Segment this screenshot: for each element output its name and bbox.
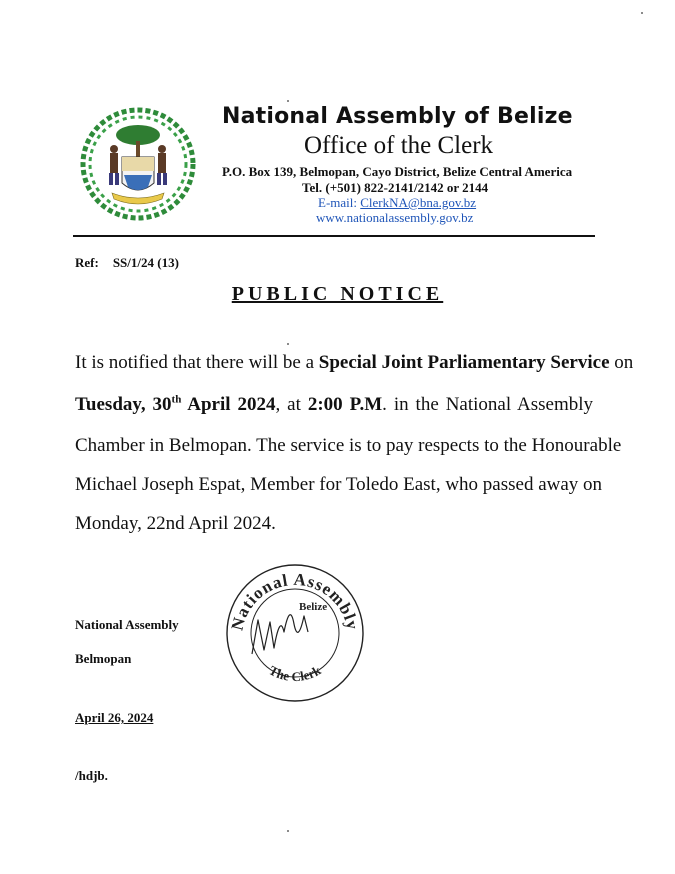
line2-mid: , at bbox=[275, 394, 308, 415]
signature-org: National Assembly bbox=[75, 617, 179, 632]
notice-title-text: PUBLIC NOTICE bbox=[231, 283, 444, 305]
stamp-bottom-text: The Clerk bbox=[266, 662, 324, 685]
signature-city: Belmopan bbox=[75, 651, 132, 666]
ref-label: Ref: bbox=[75, 255, 99, 270]
paragraph-line-2 bbox=[75, 394, 593, 416]
service-time: 2:00 P.M bbox=[307, 394, 383, 415]
postal-address: P.O. Box 139, Belmopan, Cayo District, Belize Central America bbox=[222, 164, 573, 179]
notice-title bbox=[0, 283, 675, 306]
scan-speck bbox=[641, 12, 643, 14]
line1-text: It is notified that there will be a bbox=[75, 352, 319, 373]
paragraph-line-4: Michael Joseph Espat, Member for Toledo East, who passed away on bbox=[75, 474, 603, 495]
clerk-stamp bbox=[224, 562, 366, 704]
notice-date: April 26, 2024 bbox=[75, 710, 154, 725]
header-divider bbox=[73, 235, 595, 237]
service-month: April 2024 bbox=[181, 394, 276, 415]
typist-initials: /hdjb. bbox=[75, 768, 108, 783]
coat-of-arms-seal bbox=[78, 105, 198, 223]
reference-line bbox=[75, 255, 179, 271]
paragraph-line-5: Monday, 22nd April 2024. bbox=[75, 513, 276, 534]
website-link[interactable]: www.nationalassembly.gov.bz bbox=[316, 210, 474, 225]
line2-end: . in the National Assembly bbox=[382, 394, 594, 415]
stamp-center-text: Belize bbox=[299, 601, 328, 613]
organization-name: National Assembly of Belize bbox=[222, 104, 573, 129]
email-link[interactable]: ClerkNA@bna.gov.bz bbox=[360, 195, 477, 210]
paragraph-line-1 bbox=[75, 352, 634, 374]
scan-speck bbox=[287, 343, 289, 345]
paragraph-line-3: Chamber in Belmopan. The service is to pay respects to the Honourable bbox=[75, 435, 622, 456]
scan-speck bbox=[287, 100, 289, 102]
office-name: Office of the Clerk bbox=[304, 132, 494, 159]
service-day: Tuesday, 30 bbox=[75, 394, 172, 415]
handwritten-signature bbox=[252, 615, 308, 654]
phone-number: Tel. (+501) 822-2141/2142 or 2144 bbox=[302, 180, 489, 195]
email-label: E-mail: bbox=[318, 195, 361, 210]
service-date bbox=[75, 394, 275, 415]
ref-value: SS/1/24 (13) bbox=[112, 255, 179, 270]
date-suffix: th bbox=[171, 393, 182, 406]
scan-speck bbox=[287, 830, 289, 832]
line1-end: on bbox=[609, 352, 634, 373]
service-name: Special Joint Parliamentary Service bbox=[318, 352, 610, 373]
stamp-top-text: National Assembly bbox=[227, 569, 363, 633]
svg-text:National Assembly bbox=[227, 570, 362, 633]
email-line bbox=[318, 195, 476, 211]
svg-text:The Clerk bbox=[267, 662, 324, 684]
